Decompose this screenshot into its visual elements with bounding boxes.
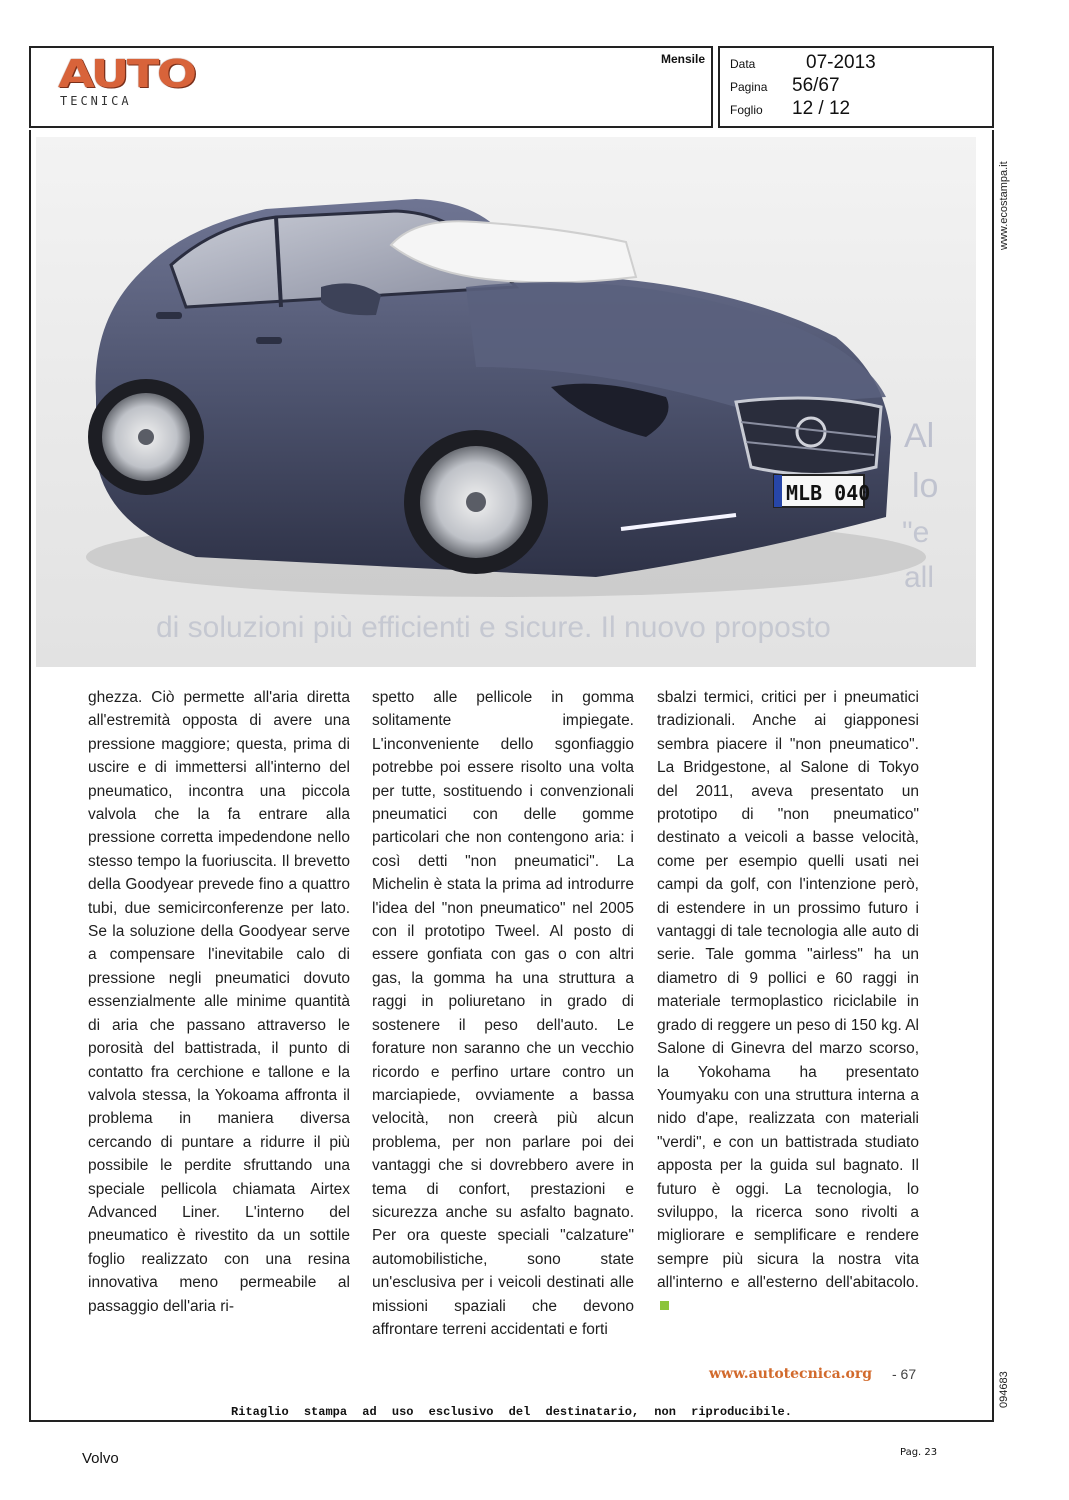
meta-value: 12 / 12 [792,98,851,119]
column-text: ghezza. Ciò permette all'aria diretta all'estremità opposta di avere una pressione maggiore; questa, prima di uscire e di immettersi all'interno del pneumatico, incontra una piccola valvola che la fa entrare alla pressione corretta impedendone nello stesso tempo la fuoriuscita. Il brevetto della Goodyear prevede fino a quattro tubi, due semicirconferenze per lato. Se la soluzione della Goodyear serve a compensare l'inevitabile calo di pressione negli pneumatici dovuto essenzialmente alle minime quantità di aria che passano attraverso le porosità del battistrada, il punto di contatto fra cerchione e tallone e la valvola stessa, la Yokoama affronta il problema in maniera diversa cercando di puntare a ridurre il più possibile le perdite sfruttando una speciale pellicola chiamata Airtex Advanced Liner. L'interno del pneumatico è rivestito da un sottile foglio realizzato con una resina innovativa meno permeabile al passaggio dell'aria ri- [88,689,350,1315]
bottom-rule [29,1420,994,1422]
publication-meta-box [718,46,994,128]
logo-main-text: AUTO [58,52,195,96]
end-of-article-mark [660,1301,669,1310]
logo-sub-text: TECNICA [60,94,132,108]
door-handle [256,337,282,344]
ghost-text: "e [902,516,930,549]
magazine-page-number: - 67 [892,1366,917,1382]
article-column-1 [88,686,350,1318]
car-illustration [36,137,976,667]
meta-value: 07-2013 [806,52,876,73]
grille [736,398,881,475]
plate-text: MLB 040 [786,481,871,505]
side-site-label: www.ecostampa.it [998,161,1010,250]
column-text: sbalzi termici, critici per i pneumatici tradizionali. Anche ai giapponesi sembra piacere il "non pneumatico". La Bridgestone, al Salone di Tokyo del 2011, aveva presentato un prototipo di "non pneumatico" destinato a veicoli a basse velocità, come per esempio quelli usati nei campi da golf, con l'intenzione però, di estendere in un prossimo futuro i vantaggi di tale tecnologia alle auto di serie. Tale gomma "airless" ha un diametro di 9 pollici e 60 raggi in materiale termoplastico riciclabile in grado di reggere un peso di 150 kg. Al Salone di Ginevra del marzo scorso, la Yokohama ha presentato Youmyaku con una struttura interna a nido d'ape, realizzata con materiali "verdi", e con un battistrada studiato apposta per la guida sul bagnato. Il futuro è oggi. La tecnologia, lo sviluppo, la ricerca sono rivolti a migliorare e semplificare e rendere sempre più sicura la nostra vita all'interno e all'esterno dell'abitacolo. [657,689,919,1292]
frequency-label: Mensile [660,52,705,66]
door-handle [156,312,182,319]
article-column-3 [657,686,919,1318]
column-text: spetto alle pellicole in gomma solitamente impiegate. L'inconveniente dello sgonfiaggio potrebbe poi essere risolto una volta per tutte, sostituendo i convenzionali pneumatici con delle gomme particolari che non contengono aria: i così detti "non pneumatici". La Michelin è stata la prima ad introdurre l'idea del "non pneumatico" nel 2005 con il prototipo Tweel. Al posto di essere gonfiata con gas o con altri gas, la gomma ha una struttura a raggi in poliuretano in grado di sostenere il peso dell'auto. Le forature non saranno che un vecchio ricordo e perfino urtare contro un marciapiede, ovviamente a bassa velocità, non creerà più alcun problema, per non parlare poi dei vantaggi che si dovrebbero avere in tema di confort, prestazioni e sicurezza anche su asfalto bagnato. Per ora queste speciali "calzature" automobilistiche, sono state un'esclusiva per i veicoli destinati alle missioni spaziali che devono affrontare terreni accidentati e forti [372,689,634,1338]
ghost-text: lo [912,467,939,505]
meta-value: 56/67 [792,75,840,96]
meta-label: Foglio [730,103,763,117]
ghost-text: di soluzioni più efficienti e sicure. Il nuovo proposto [156,611,831,644]
meta-label: Pagina [730,80,768,94]
magazine-url[interactable]: www.autotecnica.org [709,1366,873,1382]
article-column-2 [372,686,634,1341]
autotecnica-logo [58,52,238,108]
meta-label: Data [730,57,756,71]
page-label: Pag. 23 [900,1447,938,1458]
volvo-car-photo [36,137,976,667]
brand-label: Volvo [82,1450,119,1467]
clipping-notice: Ritaglio stampa ad uso esclusivo del destinatario, non riproducibile. [231,1405,792,1419]
side-code-label: 094683 [998,1371,1010,1408]
ghost-text: Al [904,417,935,455]
ghost-text: all [904,561,935,594]
